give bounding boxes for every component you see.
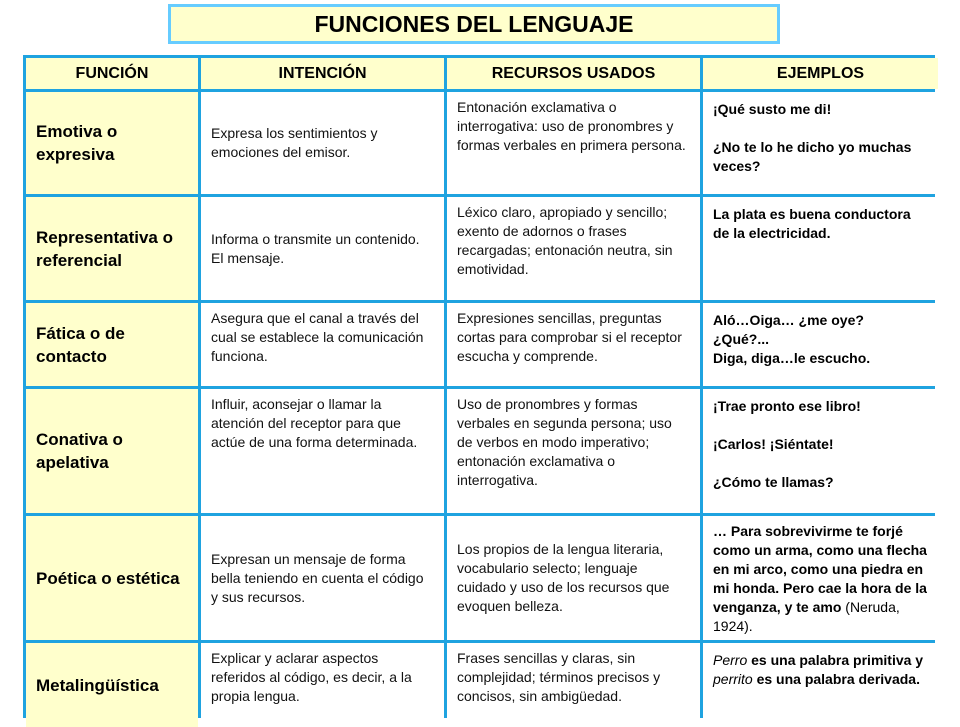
page-title: FUNCIONES DEL LENGUAJE [168,4,780,44]
example-line: ¡Trae pronto ese libro! [713,398,861,414]
example-line: ¡Carlos! ¡Siéntate! [713,436,834,452]
functions-table [23,55,935,718]
intention-cell: Expresa los sentimientos y emociones del emisor. [201,92,444,194]
example-text: es una palabra primitiva y [751,652,924,668]
column-header-intencion: INTENCIÓN [201,58,444,89]
function-name-emotiva: Emotiva o expresiva [26,92,198,194]
example-citation: (Neruda, 1924). [713,599,900,634]
intention-cell: Informa o transmite un contenido. El mensaje. [201,197,444,300]
example-word-perrito: perrito [713,671,753,687]
function-name-poetica: Poética o estética [26,516,198,640]
column-header-recursos: RECURSOS USADOS [447,58,700,89]
function-name-metalinguistica: Metalingüística [26,643,198,727]
example-line: ¿Cómo te llamas? [713,474,834,490]
examples-cell [703,303,938,386]
column-header-ejemplos: EJEMPLOS [703,58,938,89]
example-line: Aló…Oiga… ¿me oye? [713,312,864,328]
example-line: ¿No te lo he dicho yo muchas veces? [713,139,912,174]
example-line: ¡Qué susto me di! [713,101,832,117]
intention-cell: Expresan un mensaje de forma bella teniendo en cuenta el código y sus recursos. [201,516,444,640]
examples-cell [703,389,938,513]
example-word-perro: Perro [713,652,748,668]
examples-cell [703,197,938,300]
example-poem: … Para sobrevivirme te forjé como un arma, como una flecha en mi arco, como una piedra en mi honda. Pero cae la hora de la venganza, y te amo [713,523,927,615]
example-text: es una palabra derivada. [756,671,920,687]
examples-cell [703,92,938,194]
resources-cell: Entonación exclamativa o interrogativa: uso de pronombres y formas verbales en primera persona. [447,92,700,194]
example-line: La plata es buena conductora de la electricidad. [713,206,911,241]
intention-cell: Explicar y aclarar aspectos referidos al código, es decir, a la propia lengua. [201,643,444,727]
intention-cell: Asegura que el canal a través del cual se establece la comunicación funciona. [201,303,444,386]
function-name-representativa: Representativa o referencial [26,197,198,300]
intention-cell: Influir, aconsejar o llamar la atención del receptor para que actúe de una forma determinada. [201,389,444,513]
example-line: ¿Qué?... [713,331,769,347]
examples-cell [703,516,938,640]
examples-cell [703,643,938,727]
function-name-fatica: Fática o de contacto [26,303,198,386]
example-line: Diga, diga…le escucho. [713,350,871,366]
resources-cell: Los propios de la lengua literaria, vocabulario selecto; lenguaje cuidado y uso de los recursos que evoquen belleza. [447,516,700,640]
resources-cell: Uso de pronombres y formas verbales en segunda persona; uso de verbos en modo imperativo; entonación exclamativa o interrogativa. [447,389,700,513]
resources-cell: Frases sencillas y claras, sin complejidad; términos precisos y concisos, sin ambigüedad. [447,643,700,727]
resources-cell: Expresiones sencillas, preguntas cortas para comprobar si el receptor escucha y comprende. [447,303,700,386]
column-header-funcion: FUNCIÓN [26,58,198,89]
resources-cell: Léxico claro, apropiado y sencillo; exento de adornos o frases recargadas; entonación neutra, sin emotividad. [447,197,700,300]
function-name-conativa: Conativa o apelativa [26,389,198,513]
